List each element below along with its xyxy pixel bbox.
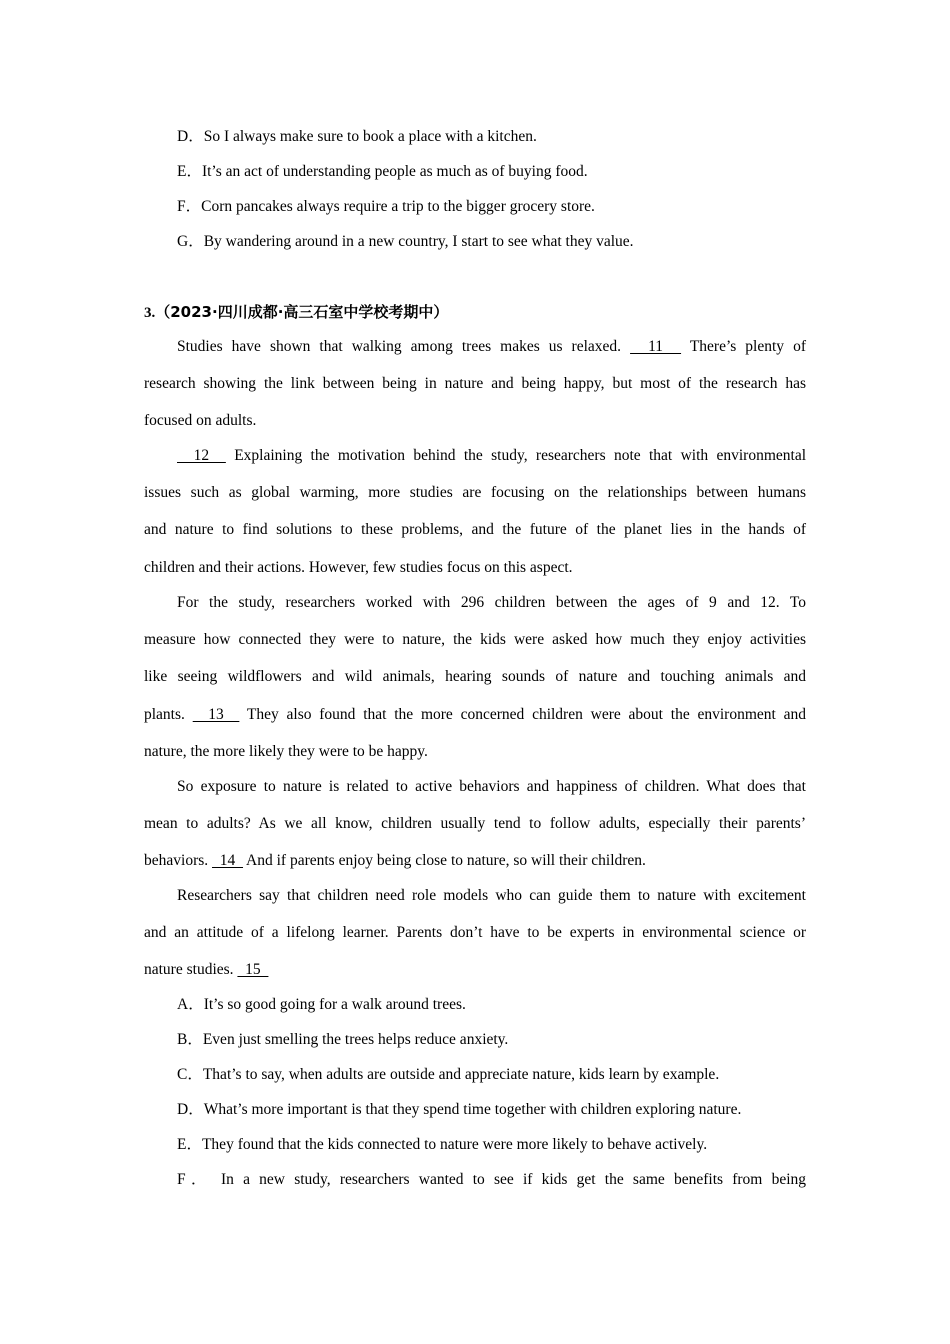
option-letter: A． bbox=[177, 996, 204, 1013]
text: plants. bbox=[144, 706, 185, 723]
paragraph-3-line-2: measure how connected they were to nature, the kids were asked how much they enjoy activities bbox=[144, 631, 806, 648]
option-text: Even just smelling the trees helps reduce anxiety. bbox=[202, 1031, 509, 1048]
option-text: Corn pancakes always require a trip to the bigger grocery store. bbox=[201, 198, 595, 215]
blank-11: 11 bbox=[630, 338, 682, 355]
prev-option-g bbox=[177, 232, 634, 252]
paragraph-5-line-2: and an attitude of a lifelong learner. Parents don’t have to be experts in environmental science or bbox=[144, 924, 806, 941]
blank-15: 15 bbox=[237, 961, 269, 978]
blank-14: 14 bbox=[212, 852, 244, 869]
paragraph-4-line-3 bbox=[144, 851, 646, 871]
paragraph-2-line-1 bbox=[177, 446, 806, 466]
option-text: By wandering around in a new country, I start to see what they value. bbox=[203, 233, 634, 250]
option-text: So I always make sure to book a place with a kitchen. bbox=[203, 128, 537, 145]
text: behaviors. bbox=[144, 852, 209, 869]
option-text: In a new study, researchers wanted to see if kids get the same benefits from being bbox=[220, 1171, 806, 1188]
text: There’s plenty of bbox=[689, 338, 806, 355]
paragraph-3-line-3: like seeing wildflowers and wild animals, hearing sounds of nature and touching animals and bbox=[144, 668, 806, 685]
option-d bbox=[177, 1100, 741, 1120]
blank-13: 13 bbox=[192, 706, 240, 723]
option-b bbox=[177, 1030, 508, 1050]
paragraph-2-line-3: and nature to find solutions to these problems, and the future of the planet lies in the hands of bbox=[144, 521, 806, 538]
option-text: It’s an act of understanding people as much as of buying food. bbox=[201, 163, 588, 180]
option-text: They found that the kids connected to nature were more likely to behave actively. bbox=[201, 1136, 708, 1153]
paragraph-5-line-3 bbox=[144, 960, 268, 980]
option-text: What’s more important is that they spend time together with children exploring nature. bbox=[203, 1101, 742, 1118]
option-text: That’s to say, when adults are outside and appreciate nature, kids learn by example. bbox=[202, 1066, 720, 1083]
prev-option-d bbox=[177, 127, 537, 147]
option-text: It’s so good going for a walk around trees. bbox=[203, 996, 466, 1013]
option-c bbox=[177, 1065, 719, 1085]
option-letter: E． bbox=[177, 1136, 202, 1153]
paragraph-4-line-1: So exposure to nature is related to active behaviors and happiness of children. What does that bbox=[177, 778, 806, 795]
text: nature studies. bbox=[144, 961, 234, 978]
question-heading bbox=[144, 302, 448, 323]
paragraph-3-line-4 bbox=[144, 705, 806, 725]
option-letter: F． bbox=[177, 1171, 212, 1188]
option-f bbox=[177, 1170, 806, 1190]
option-letter: B． bbox=[177, 1031, 203, 1048]
paragraph-3-line-5: nature, the more likely they were to be happy. bbox=[144, 743, 428, 760]
blank-12: 12 bbox=[177, 447, 226, 464]
text: And if parents enjoy being close to nature, so will their children. bbox=[246, 852, 646, 869]
option-letter: D． bbox=[177, 128, 204, 145]
prev-option-f bbox=[177, 197, 595, 217]
option-letter: E． bbox=[177, 163, 202, 180]
paragraph-2-line-2: issues such as global warming, more studies are focusing on the relationships between humans bbox=[144, 484, 806, 501]
paragraph-1-line-3: focused on adults. bbox=[144, 412, 257, 429]
prev-option-e bbox=[177, 162, 588, 182]
text: Explaining the motivation behind the study, researchers note that with environmental bbox=[234, 447, 807, 464]
text: They also found that the more concerned children were about the environment and bbox=[246, 706, 806, 723]
question-number: 3. bbox=[144, 305, 156, 321]
question-source: （2023·四川成都·高三石室中学校考期中） bbox=[155, 303, 449, 321]
option-letter: D． bbox=[177, 1101, 204, 1118]
option-letter: F． bbox=[177, 198, 202, 215]
option-e bbox=[177, 1135, 707, 1155]
paragraph-2-line-4: children and their actions. However, few studies focus on this aspect. bbox=[144, 559, 573, 576]
text: Studies have shown that walking among trees makes us relaxed. bbox=[177, 338, 622, 355]
option-a bbox=[177, 995, 466, 1015]
paragraph-3-line-1: For the study, researchers worked with 296 children between the ages of 9 and 12. To bbox=[177, 594, 806, 611]
paragraph-1-line-1 bbox=[177, 337, 806, 357]
paragraph-1-line-2: research showing the link between being in nature and being happy, but most of the research has bbox=[144, 375, 806, 392]
option-letter: C． bbox=[177, 1066, 203, 1083]
paragraph-5-line-1: Researchers say that children need role models who can guide them to nature with excitement bbox=[177, 887, 806, 904]
paragraph-4-line-2: mean to adults? As we all know, children usually tend to follow adults, especially their parents’ bbox=[144, 815, 806, 832]
option-letter: G． bbox=[177, 233, 204, 250]
